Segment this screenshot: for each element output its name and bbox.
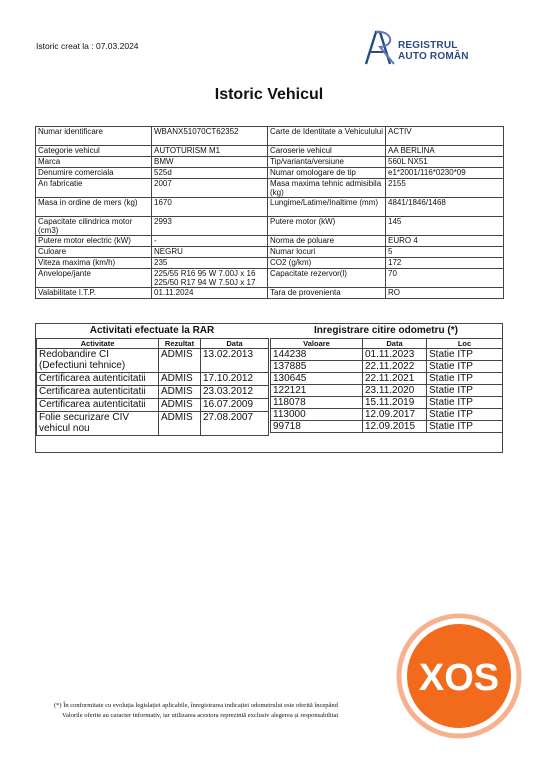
spec-row bbox=[36, 198, 504, 217]
rar-activities-panel bbox=[36, 324, 268, 436]
odometer-row bbox=[271, 373, 503, 385]
rar-date: 16.07.2009 bbox=[201, 399, 269, 412]
vehicle-specs-table bbox=[35, 126, 504, 299]
spec-label: Masa in ordine de mers (kg) bbox=[36, 198, 152, 217]
history-section bbox=[35, 323, 503, 453]
odometer-row bbox=[271, 361, 503, 373]
rar-activity-row bbox=[37, 412, 269, 436]
spec-label: Capacitate rezervor(l) bbox=[268, 269, 386, 288]
spec-row bbox=[36, 179, 504, 198]
odometer-location: Statie ITP bbox=[427, 361, 503, 373]
odometer-location: Statie ITP bbox=[427, 385, 503, 397]
page-title: Istoric Vehicul bbox=[214, 86, 324, 103]
rar-date: 27.08.2007 bbox=[201, 412, 269, 436]
rar-header-activity: Activitate bbox=[37, 339, 159, 349]
spec-row bbox=[36, 146, 504, 157]
odometer-date: 23.11.2020 bbox=[363, 385, 427, 397]
odometer-row bbox=[271, 349, 503, 361]
spec-row bbox=[36, 258, 504, 269]
spec-label: Categorie vehicul bbox=[36, 146, 152, 157]
spec-row bbox=[36, 168, 504, 179]
brand-line-2: AUTO ROMÂN bbox=[398, 51, 469, 62]
rar-date: 23.03.2012 bbox=[201, 386, 269, 399]
spec-row bbox=[36, 157, 504, 168]
spec-value: 2007 bbox=[152, 179, 268, 198]
odometer-location: Statie ITP bbox=[427, 409, 503, 421]
odometer-value: 118078 bbox=[271, 397, 363, 409]
spec-value: 172 bbox=[386, 258, 504, 269]
spec-row bbox=[36, 269, 504, 288]
rar-logo bbox=[362, 28, 482, 68]
spec-label: Culoare bbox=[36, 247, 152, 258]
spec-value: ACTIV bbox=[386, 127, 504, 146]
rar-activity: Certificarea autenticitatii bbox=[37, 399, 159, 412]
odometer-location: Statie ITP bbox=[427, 397, 503, 409]
footnote-line-1: (*) În conformitate cu evoluția legislației aplicabile, înregistrarea indicației odometrului este oferită începând bbox=[54, 702, 338, 709]
spec-value: 145 bbox=[386, 217, 504, 236]
rar-logo-mark-icon bbox=[362, 28, 398, 66]
spec-value: 225/55 R16 95 W 7.00J x 16 225/50 R17 94 W 7.50J x 17 bbox=[152, 269, 268, 288]
spec-value: 70 bbox=[386, 269, 504, 288]
xos-watermark-badge bbox=[396, 610, 522, 740]
spec-label: Denumire comerciala bbox=[36, 168, 152, 179]
odometer-date: 12.09.2015 bbox=[363, 421, 427, 433]
spec-value: 5 bbox=[386, 247, 504, 258]
rar-result: ADMIS bbox=[159, 386, 201, 399]
spec-value: BMW bbox=[152, 157, 268, 168]
spec-value: NEGRU bbox=[152, 247, 268, 258]
rar-result: ADMIS bbox=[159, 412, 201, 436]
spec-value: - bbox=[152, 236, 268, 247]
rar-header-result: Rezultat bbox=[159, 339, 201, 349]
odometer-header-location: Loc bbox=[427, 339, 503, 349]
spec-value: WBANX51070CT62352 bbox=[152, 127, 268, 146]
spec-label: CO2 (g/km) bbox=[268, 258, 386, 269]
odometer-date: 22.11.2022 bbox=[363, 361, 427, 373]
badge-text: XOS bbox=[418, 657, 500, 699]
odometer-location: Statie ITP bbox=[427, 373, 503, 385]
spec-label: Putere motor (kW) bbox=[268, 217, 386, 236]
spec-label: Viteza maxima (km/h) bbox=[36, 258, 152, 269]
odometer-value: 130645 bbox=[271, 373, 363, 385]
spec-label: Numar identificare bbox=[36, 127, 152, 146]
odometer-date: 12.09.2017 bbox=[363, 409, 427, 421]
odometer-date: 22.11.2021 bbox=[363, 373, 427, 385]
spec-value: AUTOTURISM M1 bbox=[152, 146, 268, 157]
odometer-value: 137885 bbox=[271, 361, 363, 373]
spec-row bbox=[36, 217, 504, 236]
odometer-value: 113000 bbox=[271, 409, 363, 421]
spec-label: Anvelope/jante bbox=[36, 269, 152, 288]
spec-label: Putere motor electric (kW) bbox=[36, 236, 152, 247]
spec-label: An fabricatie bbox=[36, 179, 152, 198]
spec-row bbox=[36, 127, 504, 146]
spec-label: Capacitate cilindrica motor (cm3) bbox=[36, 217, 152, 236]
spec-value: 4841/1846/1468 bbox=[386, 198, 504, 217]
rar-header-date: Data bbox=[201, 339, 269, 349]
odometer-date: 01.11.2023 bbox=[363, 349, 427, 361]
spec-label: Tip/varianta/versiune bbox=[268, 157, 386, 168]
spec-label: Valabilitate I.T.P. bbox=[36, 288, 152, 299]
rar-activity-row bbox=[37, 386, 269, 399]
spec-label: Carte de Identitate a Vehiculului bbox=[268, 127, 386, 146]
spec-value: 2993 bbox=[152, 217, 268, 236]
odometer-header-date: Data bbox=[363, 339, 427, 349]
footnote bbox=[54, 701, 434, 721]
spec-value: 525d bbox=[152, 168, 268, 179]
spec-label: Norma de poluare bbox=[268, 236, 386, 247]
odometer-row bbox=[271, 421, 503, 433]
brand-line-1: REGISTRUL bbox=[398, 40, 458, 51]
spec-label: Lungime/Latime/Inaltime (mm) bbox=[268, 198, 386, 217]
rar-result: ADMIS bbox=[159, 373, 201, 386]
odometer-panel bbox=[270, 324, 502, 433]
rar-activities-title: Activitati efectuate la RAR bbox=[89, 325, 215, 336]
spec-value: 235 bbox=[152, 258, 268, 269]
rar-activity-row bbox=[37, 373, 269, 386]
spec-value: 2155 bbox=[386, 179, 504, 198]
footnote-line-2: Valorile oferite au caracter informativ, iar utilizarea acestora reprezintă exclusiv alegerea și responsabilitat bbox=[62, 712, 339, 719]
odometer-row bbox=[271, 409, 503, 421]
spec-value: RO bbox=[386, 288, 504, 299]
rar-date: 13.02.2013 bbox=[201, 349, 269, 373]
rar-activity-row bbox=[37, 349, 269, 373]
odometer-value: 122121 bbox=[271, 385, 363, 397]
odometer-table bbox=[270, 338, 503, 433]
rar-date: 17.10.2012 bbox=[201, 373, 269, 386]
created-date: Istoric creat la : 07.03.2024 bbox=[36, 41, 139, 51]
rar-activity: Certificarea autenticitatii bbox=[37, 386, 159, 399]
spec-label: Numar locuri bbox=[268, 247, 386, 258]
spec-value: AA BERLINA bbox=[386, 146, 504, 157]
spec-value: EURO 4 bbox=[386, 236, 504, 247]
odometer-row bbox=[271, 397, 503, 409]
odometer-date: 15.11.2019 bbox=[363, 397, 427, 409]
odometer-location: Statie ITP bbox=[427, 421, 503, 433]
spec-label: Numar omologare de tip bbox=[268, 168, 386, 179]
odometer-header-value: Valoare bbox=[271, 339, 363, 349]
spec-label: Masa maxima tehnic admisibila (kg) bbox=[268, 179, 386, 198]
rar-result: ADMIS bbox=[159, 349, 201, 373]
spec-value: e1*2001/116*0230*09 bbox=[386, 168, 504, 179]
spec-value: 560L NX51 bbox=[386, 157, 504, 168]
rar-activity: Redobandire CI (Defectiuni tehnice) bbox=[37, 349, 159, 373]
spec-row bbox=[36, 247, 504, 258]
rar-activity-row bbox=[37, 399, 269, 412]
odometer-value: 144238 bbox=[271, 349, 363, 361]
spec-row bbox=[36, 288, 504, 299]
odometer-title: Inregistrare citire odometru (*) bbox=[314, 325, 458, 336]
spec-label: Marca bbox=[36, 157, 152, 168]
spec-value: 1670 bbox=[152, 198, 268, 217]
rar-logo-text bbox=[398, 40, 469, 62]
rar-result: ADMIS bbox=[159, 399, 201, 412]
odometer-value: 99718 bbox=[271, 421, 363, 433]
rar-activities-table bbox=[36, 338, 269, 436]
spec-label: Caroserie vehicul bbox=[268, 146, 386, 157]
spec-value: 01.11.2024 bbox=[152, 288, 268, 299]
rar-activity: Folie securizare CIV vehicul nou bbox=[37, 412, 159, 436]
spec-label: Tara de provenienta bbox=[268, 288, 386, 299]
odometer-location: Statie ITP bbox=[427, 349, 503, 361]
spec-row bbox=[36, 236, 504, 247]
rar-activity: Certificarea autenticitatii bbox=[37, 373, 159, 386]
odometer-row bbox=[271, 385, 503, 397]
